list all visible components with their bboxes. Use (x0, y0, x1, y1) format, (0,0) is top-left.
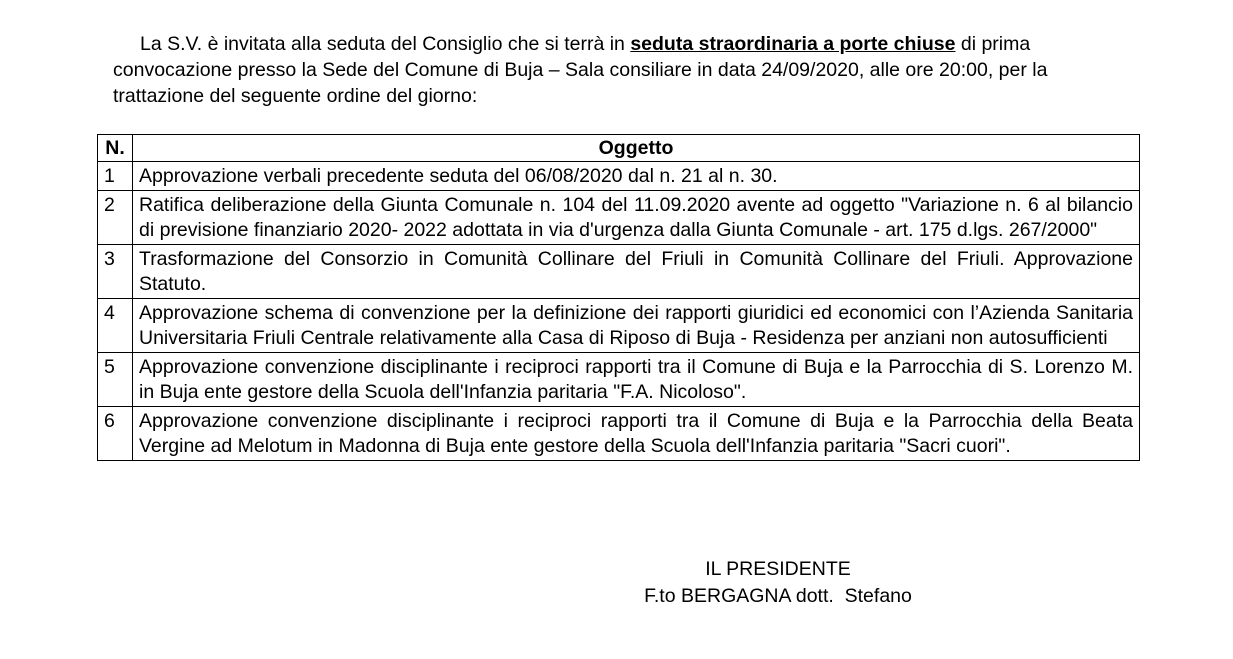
agenda-item-subject: Approvazione convenzione disciplinante i reciproci rapporti tra il Comune di Buja e la Parrocchia della Beata Vergine ad Melotum in Madonna di Buja ente gestore della Scuola dell'Infanzia paritaria "Sacri cuori". (133, 407, 1140, 461)
agenda-item-subject: Approvazione schema di convenzione per la definizione dei rapporti giuridici ed economici con l’Azienda Sanitaria Universitaria Friuli Centrale relativamente alla Casa di Riposo di Buja - Residenza per anziani non autosufficienti (133, 299, 1140, 353)
session-type-emphasis: seduta straordinaria a porte chiuse (630, 33, 956, 55)
agenda-item-number: 4 (98, 299, 133, 353)
agenda-item-subject: Ratifica deliberazione della Giunta Comunale n. 104 del 11.09.2020 avente ad oggetto "Variazione n. 6 al bilancio di previsione finanziario 2020- 2022 adottata in via d'urgenza dalla Giunta Comunale - art. 175 d.lgs. 267/2000" (133, 191, 1140, 245)
intro-text-after: di prima convocazione presso la Sede del Comune di Buja – Sala consiliare in data 24/09/2020, alle ore 20:00, per la trattazione del seguente ordine del giorno: (113, 33, 1048, 107)
agenda-row (98, 162, 1140, 191)
agenda-header-row (98, 135, 1140, 162)
agenda-item-subject: Trasformazione del Consorzio in Comunità Collinare del Friuli in Comunità Collinare del Friuli. Approvazione Statuto. (133, 245, 1140, 299)
signature-block (590, 556, 966, 610)
signature-name: F.to BERGAGNA dott. Stefano (644, 585, 912, 607)
agenda-item-subject: Approvazione verbali precedente seduta del 06/08/2020 dal n. 21 al n. 30. (133, 162, 1140, 191)
agenda-item-subject: Approvazione convenzione disciplinante i reciproci rapporti tra il Comune di Buja e la Parrocchia di S. Lorenzo M. in Buja ente gestore della Scuola dell'Infanzia paritaria "F.A. Nicoloso". (133, 353, 1140, 407)
agenda-item-number: 2 (98, 191, 133, 245)
agenda-item-number: 3 (98, 245, 133, 299)
agenda-row (98, 299, 1140, 353)
agenda-item-number: 1 (98, 162, 133, 191)
agenda-row (98, 245, 1140, 299)
agenda-row (98, 191, 1140, 245)
intro-paragraph (113, 31, 1125, 109)
column-header-number: N. (98, 135, 133, 162)
column-header-subject: Oggetto (133, 135, 1140, 162)
signature-title: IL PRESIDENTE (705, 558, 851, 580)
agenda-row (98, 407, 1140, 461)
intro-text-before: La S.V. è invitata alla seduta del Consiglio che si terrà in (140, 33, 631, 55)
agenda-table (97, 134, 1140, 461)
agenda-item-number: 6 (98, 407, 133, 461)
agenda-row (98, 353, 1140, 407)
agenda-item-number: 5 (98, 353, 133, 407)
